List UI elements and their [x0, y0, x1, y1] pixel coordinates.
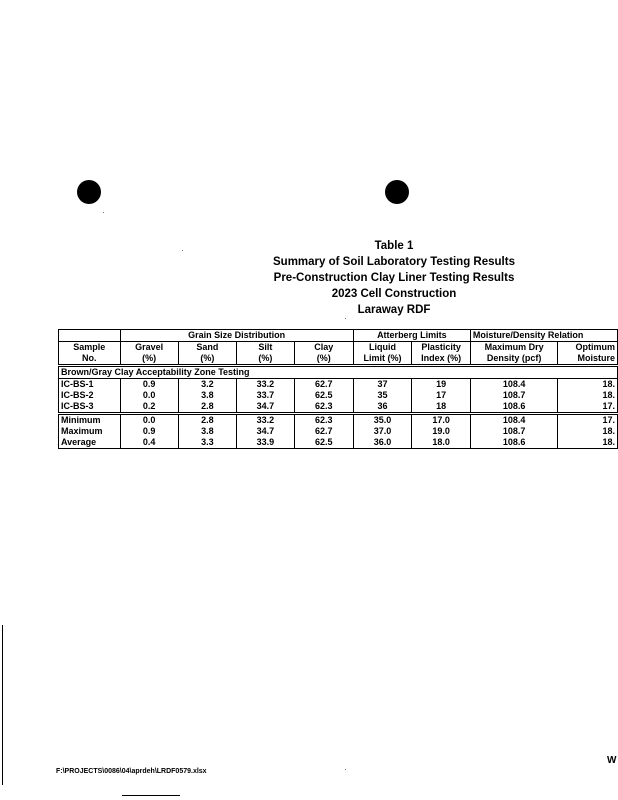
- table-subtitle-site: Laraway RDF: [357, 304, 431, 316]
- group-header-atterberg: Atterberg Limits: [353, 330, 470, 342]
- cell-silt: 34.7: [236, 426, 294, 437]
- group-header-row: [59, 330, 618, 342]
- table-subtitle-preconstruction: Pre-Construction Clay Liner Testing Results: [273, 272, 515, 284]
- cell-optimum-moisture: 18.: [558, 426, 618, 437]
- group-header-empty: [59, 330, 121, 342]
- page-corner-letter: W: [607, 755, 617, 766]
- cell-max-dry-density: 108.4: [470, 379, 557, 391]
- table-row: [59, 401, 618, 414]
- table-row: [59, 379, 618, 391]
- cell-sand: 3.8: [178, 390, 236, 401]
- cell-gravel: 0.0: [120, 414, 178, 427]
- cell-sample: IC-BS-2: [59, 390, 121, 401]
- cell-clay: 62.7: [294, 379, 353, 391]
- scan-speck: [182, 250, 183, 251]
- cell-max-dry-density: 108.7: [470, 426, 557, 437]
- cell-sand: 3.8: [178, 426, 236, 437]
- cell-gravel: 0.0: [120, 390, 178, 401]
- cell-liquid-limit: 37: [353, 379, 412, 391]
- header-optimum-moisture: Optimum: [558, 342, 618, 354]
- header-sample-no: No.: [59, 353, 121, 366]
- cell-plasticity-index: 17.0: [412, 414, 471, 427]
- cell-gravel: 0.2: [120, 401, 178, 414]
- cell-max-dry-density: 108.4: [470, 414, 557, 427]
- group-header-grain: Grain Size Distribution: [120, 330, 353, 342]
- punch-hole-left: [77, 180, 101, 204]
- section-label: Brown/Gray Clay Acceptability Zone Testing: [59, 366, 618, 379]
- header-sand: Sand: [178, 342, 236, 354]
- stat-label: Minimum: [59, 414, 121, 427]
- cell-plasticity-index: 17: [412, 390, 471, 401]
- cell-optimum-moisture: 18.: [558, 379, 618, 391]
- header-liquid-limit: Liquid: [353, 342, 412, 354]
- cell-sample: IC-BS-3: [59, 401, 121, 414]
- cell-max-dry-density: 108.6: [470, 401, 557, 414]
- header-silt: Silt: [236, 342, 294, 354]
- header-max-dry-density-unit: Density (pcf): [470, 353, 557, 366]
- header-silt-unit: (%): [236, 353, 294, 366]
- scan-speck: [103, 212, 104, 213]
- cell-sand: 3.2: [178, 379, 236, 391]
- header-sand-unit: (%): [178, 353, 236, 366]
- stat-row-average: [59, 437, 618, 449]
- cell-clay: 62.5: [294, 437, 353, 449]
- table-subtitle-construction: 2023 Cell Construction: [331, 288, 457, 300]
- stat-row-minimum: [59, 414, 618, 427]
- header-optimum-moisture-unit: Moisture: [558, 353, 618, 366]
- cell-liquid-limit: 35.0: [353, 414, 412, 427]
- cell-optimum-moisture: 18.: [558, 437, 618, 449]
- table-title-block: [230, 238, 558, 318]
- scan-speck: [345, 318, 346, 319]
- cell-liquid-limit: 37.0: [353, 426, 412, 437]
- cell-plasticity-index: 19: [412, 379, 471, 391]
- cell-max-dry-density: 108.6: [470, 437, 557, 449]
- cell-silt: 33.2: [236, 414, 294, 427]
- header-clay: Clay: [294, 342, 353, 354]
- table-row: [59, 390, 618, 401]
- column-header-row-top: [59, 342, 618, 354]
- header-gravel: Gravel: [120, 342, 178, 354]
- stat-label: Maximum: [59, 426, 121, 437]
- cell-plasticity-index: 19.0: [412, 426, 471, 437]
- header-sample: Sample: [59, 342, 121, 354]
- scan-bottom-mark: [122, 795, 180, 796]
- scan-edge-line: [2, 625, 3, 785]
- cell-gravel: 0.9: [120, 379, 178, 391]
- results-table-container: [58, 329, 618, 449]
- cell-gravel: 0.9: [120, 426, 178, 437]
- stat-label: Average: [59, 437, 121, 449]
- header-gravel-unit: (%): [120, 353, 178, 366]
- header-liquid-limit-unit: Limit (%): [353, 353, 412, 366]
- table-subtitle-summary: Summary of Soil Laboratory Testing Results: [273, 256, 515, 268]
- cell-sand: 2.8: [178, 401, 236, 414]
- cell-sample: IC-BS-1: [59, 379, 121, 391]
- table-title: Table 1: [374, 240, 414, 252]
- cell-silt: 34.7: [236, 401, 294, 414]
- cell-optimum-moisture: 17.: [558, 401, 618, 414]
- results-table: [58, 329, 618, 449]
- scan-speck: [345, 769, 346, 770]
- header-max-dry-density: Maximum Dry: [470, 342, 557, 354]
- stat-row-maximum: [59, 426, 618, 437]
- section-row: [59, 366, 618, 379]
- cell-silt: 33.2: [236, 379, 294, 391]
- header-plasticity-index: Plasticity: [412, 342, 471, 354]
- cell-gravel: 0.4: [120, 437, 178, 449]
- cell-plasticity-index: 18: [412, 401, 471, 414]
- cell-plasticity-index: 18.0: [412, 437, 471, 449]
- cell-sand: 3.3: [178, 437, 236, 449]
- cell-silt: 33.9: [236, 437, 294, 449]
- cell-max-dry-density: 108.7: [470, 390, 557, 401]
- column-header-row-bottom: [59, 353, 618, 366]
- cell-liquid-limit: 35: [353, 390, 412, 401]
- group-header-moisture: Moisture/Density Relation: [470, 330, 617, 342]
- punch-hole-right: [385, 180, 409, 204]
- cell-liquid-limit: 36: [353, 401, 412, 414]
- cell-liquid-limit: 36.0: [353, 437, 412, 449]
- cell-sand: 2.8: [178, 414, 236, 427]
- header-plasticity-index-unit: Index (%): [412, 353, 471, 366]
- cell-clay: 62.3: [294, 401, 353, 414]
- cell-clay: 62.3: [294, 414, 353, 427]
- file-path-footer: F:\PROJECTS\0086\04\aprdeh\LRDF0579.xlsx: [56, 768, 207, 775]
- cell-clay: 62.5: [294, 390, 353, 401]
- header-clay-unit: (%): [294, 353, 353, 366]
- cell-silt: 33.7: [236, 390, 294, 401]
- cell-clay: 62.7: [294, 426, 353, 437]
- cell-optimum-moisture: 17.: [558, 414, 618, 427]
- cell-optimum-moisture: 18.: [558, 390, 618, 401]
